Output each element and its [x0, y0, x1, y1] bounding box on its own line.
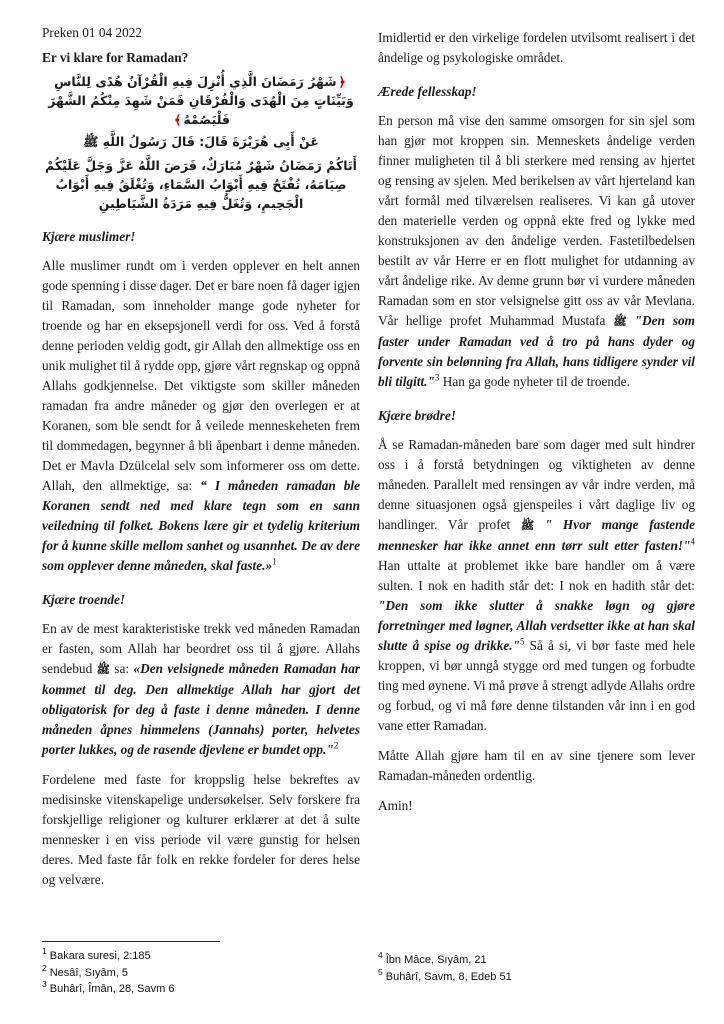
- left-column: [42, 23, 360, 900]
- ornate-close-bracket: ﴾: [174, 112, 182, 127]
- arabic-quote-block: [42, 72, 360, 213]
- paragraph-soul-care: [378, 111, 695, 392]
- footnote-marker: 2: [42, 962, 47, 973]
- text-segment: Han uttalte at problemet ikke bare handler om å være sulten. I nok en hadith står det: I nok en hadith står det:: [378, 558, 695, 593]
- document-title: Er vi klare for Ramadan?: [42, 50, 189, 65]
- text-segment: En av de mest karakteristiske trekk ved måneden Ramadan er fasten, som Allah har beordret oss til å gjøre. Allahs sendebud: [42, 621, 360, 676]
- quote-segment: "Den som ikke slutter å snakke løgn og gjøre forretninger med løgner, Allah verdsetter ikke at han skal slutte å spise og drikke.": [378, 598, 695, 653]
- greeting-heading-brothers: Kjære brødre!: [378, 408, 456, 423]
- hadith-text-arabic: أَتَاكُمْ رَمَضَانُ شَهْرٌ مُبَارَكٌ، فَرَضَ اللَّهُ عَزَّ وَجَلَّ عَلَيْكُمْ صِيَامَهُ، تُفْتَحُ فِيهِ أَبْوَابُ السَّمَاءِ، وَتُغْلَقُ فِيهِ أَبْوَابُ الْجَحِيمِ، وَتُغَلُّ فِيهِ مَرَدَةُ الشَّيَاطِينِ: [45, 158, 357, 211]
- paragraph-ramadan-intro: [42, 256, 360, 576]
- hadith-narrator-arabic: عَنْ أَبِى هُرَيْرَةَ قَالَ: قَالَ رَسُولُ اللَّهِ ﷺ: [83, 134, 319, 149]
- quran-verse-arabic: [42, 72, 360, 129]
- footnote-ref: 2: [333, 740, 339, 751]
- footnote-separator-line: [42, 941, 220, 942]
- footnote-ref: 4: [690, 536, 695, 547]
- text-segment: [534, 517, 545, 532]
- footnote-ref: 1: [272, 556, 277, 567]
- quran-verse-text: شَهْرُ رَمَضَانَ الَّذِي أُنْزِلَ فِيهِ الْقُرْآنُ هُدًى لِلنَّاسِ وَبَيِّنَاتٍ مِنَ الْهُدَى وَالْفُرْقَانِ فَمَنْ شَهِدَ مِنْكُمُ الشَّهْرَ فَلْيَصُمْهُ: [48, 74, 354, 127]
- paragraph-true-fasting: [378, 435, 695, 736]
- greeting-heading-believers: Kjære troende!: [42, 592, 126, 607]
- quote-segment: «Den velsignede måneden Ramadan har kommet til deg. Den allmektige Allah har gjort det obligatorisk for deg å faste i denne måneden. I denne måneden åpnes himmelens (Jannahs) porter, helvetes porter lukkes, og de rasende djevlene er bundet opp.": [42, 661, 361, 757]
- footnote-text: Buhârî, Îmân, 28, Savm 6: [49, 983, 175, 995]
- text-segment: Måtte Allah gjøre ham til en av sine tjenere som lever Ramadan-måneden ordentlig.: [378, 748, 695, 783]
- footnote-marker: 1: [42, 946, 47, 957]
- greeting-heading-muslims: Kjære muslimer!: [42, 229, 136, 244]
- right-column: [378, 23, 695, 826]
- footnote-text: Îbn Mâce, Sıyâm, 21: [385, 954, 487, 966]
- pbuh-symbol-icon: ﷺ: [613, 315, 627, 328]
- greeting-heading-community: Ærede fellesskap!: [378, 84, 477, 99]
- pbuh-symbol-icon: ﷺ: [96, 663, 110, 676]
- quote-segment: “ I måneden ramadan ble Koranen sendt ned med klare tegn som en sann veiledning til folket. Bokens lære gir et tydelig kriterium for å kunne skille mellom sanhet og usannhet. De av dere som opplever denne måneden, skal faste.»: [42, 478, 360, 573]
- footnote: [42, 948, 360, 965]
- footnote: [42, 981, 360, 998]
- text-segment: Å se Ramadan-måneden bare som dager med sult hindrer oss i å forstå betydningen og viktigheten av denne måneden. Parallelt med rensingen av vår indre verden, må denne situasjonen også gjenspeiles i vårt daglige liv og handlinger. Vår profet: [378, 437, 695, 532]
- footnote: [378, 966, 695, 986]
- paragraph-closing-prayer: [378, 746, 695, 786]
- footnote-ref: 5: [519, 636, 525, 647]
- text-segment: Alle muslimer rundt om i verden opplever en helt annen gode spenning i disse dager. Det er bare noen få dager igjen til Ramadan, som inneholder mange gode nyheter for troende og har en eksepsjonell verdi for oss. Ved å forstå denne perioden veldig godt, gir Allah den allmektige oss en unik mulighet til å rydde opp, gjøre vårt regnskap og oppnå Allahs godkjennelse. Det viktigste som skiller måneden ramadan fra andre måneder og gjør den overlegen er at Koranen, som ble sendt for å veilede menneskeheten frem til dommedagen, begynner å bli åpenbart i denne måneden. Det er Mavla Dzülcelal selv som informerer oss om dette. Allah, den allmektige, sa:: [42, 258, 360, 493]
- footnote-text: Buhârî, Savm, 8, Edeb 51: [385, 970, 512, 983]
- amen-line: Amin!: [378, 798, 413, 813]
- quote-segment: "Den som faster under Ramadan ved å tro på hans dyder og forvente sin belønning fra Allah, hans tidligere synder vil bli tilgitt.": [378, 313, 695, 389]
- footnote-text: Bakara suresi, 2:185: [49, 950, 151, 962]
- text-segment: Så å si, vi bør faste med hele kroppen, vi bør unngå stygge ord med tungen og forbudte ting med øynene. Vi må prøve å strengt adlyde Allahs ordre og forbud, og vi må føre denne tilstanden vår inn i en god vane etter Ramadan.: [378, 638, 695, 733]
- footnote: [42, 962, 360, 982]
- text-segment: Han ga gode nyheter til de troende.: [439, 374, 630, 389]
- document-date: Preken 01 04 2022: [42, 25, 143, 40]
- text-segment: Fordelene med faste for kroppslig helse bekreftes av medisinske vitenskapelige undersøkelser. Selv forskere fra forskjellige religioner og kulturer erklærer at det å sulte mennesker i en viss periode vil være gunstig for helsen deres. Med faste får folk en rekke fordeler for deres helse og velvære.: [42, 772, 360, 887]
- text-segment: En person må vise den samme omsorgen for sin sjel som han gjør mot kroppen sin. Menneskets åndelige verden finner muligheten til å bli sterkere med rensing av hjertet og rensing av sjelen. Med berikelsen av vårt hjerteland kan vårt formål med tilværelsen realiseres. Vi kan gå utover den materielle verden og oppnå ekte fred og lykke med konstruksjonen av den åndelige verden. Fastetilbedelsen bestilt av vår Herre er en flott mulighet for utdanning av vårt åndelige rike. Av denne grunn bør vi vurdere måneden Ramadan som en stor velsignelse gitt oss av vår Mevlana. Vår hellige profet Muhammad Mustafa: [378, 113, 695, 328]
- paragraph-health-benefits: [42, 770, 360, 890]
- footnote-marker: 4: [378, 950, 383, 961]
- quote-segment: " Hvor mange fastende mennesker har ikke annet enn tørr sult etter fasten!": [378, 517, 695, 553]
- footnote-marker: 5: [378, 966, 383, 977]
- text-segment: [627, 313, 635, 328]
- footnote-marker: 3: [42, 979, 47, 990]
- ornate-open-bracket: ﴿: [338, 74, 346, 89]
- footnote-text: Nesâî, Sıyâm, 5: [49, 966, 128, 979]
- text-segment: Imidlertid er den virkelige fordelen utvilsomt realisert i det åndelige og psykologiske området.: [378, 30, 695, 65]
- paragraph-spiritual-benefit: [378, 28, 695, 68]
- footnote: [378, 952, 695, 969]
- footnotes-right: [378, 952, 695, 985]
- paragraph-fasting-hadith: [42, 619, 360, 760]
- pbuh-symbol-icon: ﷺ: [520, 519, 535, 532]
- text-segment: sa:: [109, 661, 134, 676]
- footnotes-left: [42, 941, 360, 998]
- footnote-ref: 3: [434, 372, 440, 383]
